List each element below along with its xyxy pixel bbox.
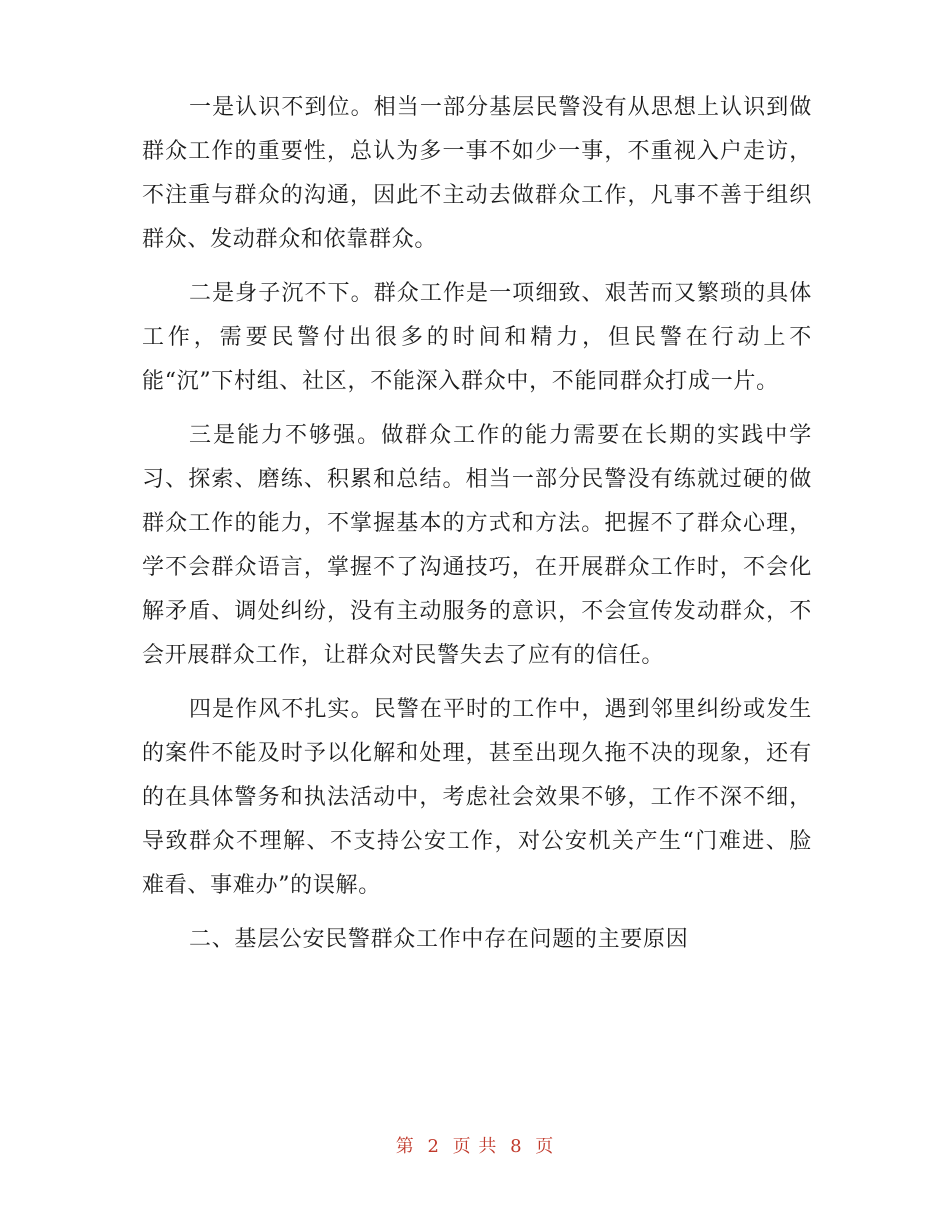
footer-middle: 页 共 [452, 1136, 498, 1157]
total-page-count: 8 [510, 1136, 523, 1157]
section-heading: 二、基层公安民警群众工作中存在问题的主要原因 [189, 927, 689, 952]
footer-suffix: 页 [535, 1136, 555, 1157]
page-footer [0, 1133, 950, 1161]
paragraph-point-one: 一是认识不到位。相当一部分基层民警没有从思想上认识到做群众工作的重要性，总认为多一事不如少一事，不重视入户走访，不注重与群众的沟通，因此不主动去做群众工作，凡事不善于组织群众、发动群众和依靠群众。 [142, 95, 812, 252]
paragraph-point-four: 四是作风不扎实。民警在平时的工作中，遇到邻里纠纷或发生的案件不能及时予以化解和处理，甚至出现久拖不决的现象，还有的在具体警务和执法活动中，考虑社会效果不够，工作不深不细，导致群众不理解、不支持公安工作，对公安机关产生“门难进、脸难看、事难办”的误解。 [142, 697, 812, 898]
paragraph-point-two: 二是身子沉不下。群众工作是一项细致、艰苦而又繁琐的具体工作，需要民警付出很多的时间和精力，但民警在行动上不能“沉”下村组、社区，不能深入群众中，不能同群众打成一片。 [142, 281, 812, 394]
document-body [142, 86, 812, 972]
footer-prefix: 第 [395, 1136, 415, 1157]
paragraph-point-three: 三是能力不够强。做群众工作的能力需要在长期的实践中学习、探索、磨练、积累和总结。相当一部分民警没有练就过硬的做群众工作的能力，不掌握基本的方式和方法。把握不了群众心理，学不会群众语言，掌握不了沟通技巧，在开展群众工作时，不会化解矛盾、调处纠纷，没有主动服务的意识，不会宣传发动群众，不会开展群众工作，让群众对民警失去了应有的信任。 [142, 423, 812, 668]
current-page-number: 2 [427, 1136, 440, 1157]
